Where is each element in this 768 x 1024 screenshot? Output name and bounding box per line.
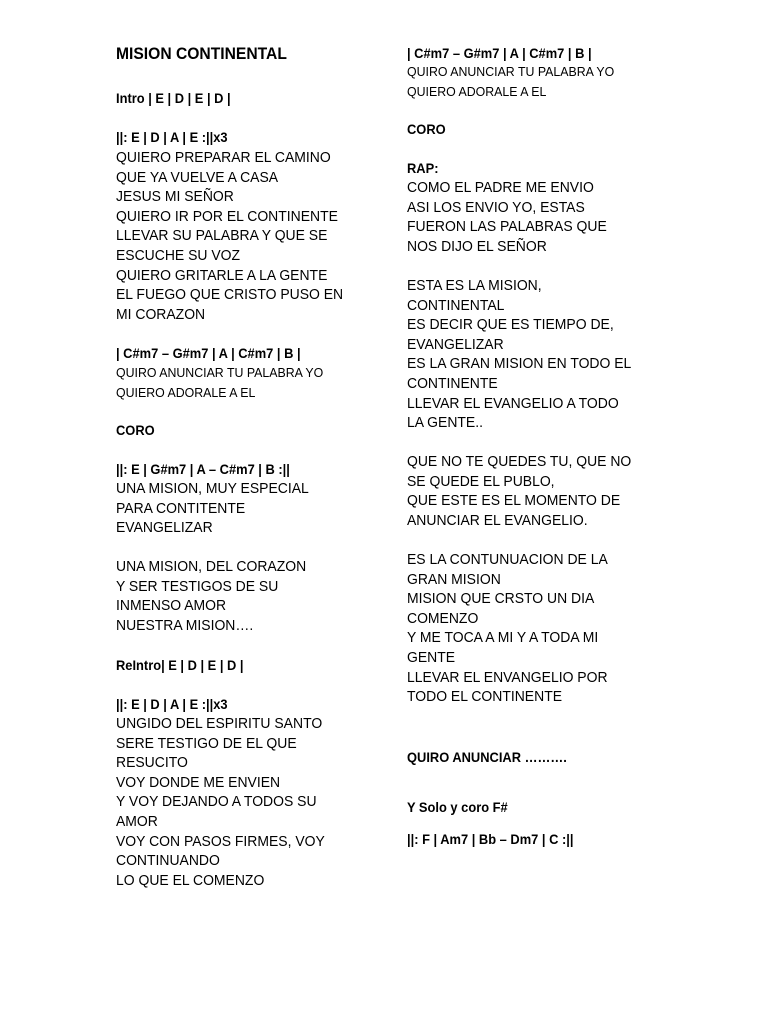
solo-heading: Y Solo y coro F# <box>407 799 508 815</box>
lyric-line: QUIRO ANUNCIAR TU PALABRA YO <box>116 365 324 380</box>
rap-lines-d <box>407 550 623 707</box>
lyric-line: LO QUE EL COMENZO <box>116 871 265 889</box>
lyric-line: Y VOY DEJANDO A TODOS SU <box>116 793 317 811</box>
coro-heading-right: CORO <box>407 121 446 137</box>
lyric-line: SERE TESTIGO DE EL QUE <box>116 734 297 752</box>
lyric-line: LLEVAR EL ENVANGELIO POR <box>407 668 608 686</box>
prechorus-chords-left: | C#m7 – G#m7 | A | C#m7 | B | <box>116 345 301 361</box>
lyric-line: ASI LOS ENVIO YO, ESTAS <box>407 198 585 216</box>
lyric-line: GENTE <box>407 648 456 666</box>
lyric-line: QUIERO ADORALE A EL <box>407 83 547 99</box>
lyric-line: QUIERO PREPARAR EL CAMINO <box>116 149 331 166</box>
solo-chords: ||: F | Am7 | Bb – Dm7 | C :|| <box>407 831 574 847</box>
lyric-line: UNA MISION, MUY ESPECIAL <box>116 480 309 497</box>
lyric-line: CONTINUANDO <box>116 852 220 870</box>
lyric-line: ES LA CONTUNUACION DE LA <box>407 551 608 568</box>
lyric-line: JESUS MI SEÑOR <box>116 188 234 206</box>
lyric-line: UNGIDO DEL ESPIRITU SANTO <box>116 715 323 732</box>
coro-heading-left: CORO <box>116 422 155 438</box>
lyric-line: NOS DIJO EL SEÑOR <box>407 237 547 255</box>
lyric-line: QUE YA VUELVE A CASA <box>116 168 279 186</box>
lyric-line: ANUNCIAR EL EVANGELIO. <box>407 511 588 529</box>
lyric-line: COMO EL PADRE ME ENVIO <box>407 179 594 196</box>
lyric-line: LLEVAR SU PALABRA Y QUE SE <box>116 227 328 245</box>
coro-lines-a <box>116 479 323 538</box>
lyric-line: CONTINENTAL <box>407 296 505 314</box>
verse-2 <box>116 714 341 890</box>
lyric-line: VOY DONDE ME ENVIEN <box>116 773 281 791</box>
lyric-line: ESCUCHE SU VOZ <box>116 246 241 264</box>
coro-lines-b <box>116 557 320 635</box>
prechorus-right <box>407 62 625 101</box>
lyric-line: LA GENTE.. <box>407 414 483 432</box>
lyric-line: ES LA GRAN MISION EN TODO EL <box>407 355 632 373</box>
lyric-line: LLEVAR EL EVANGELIO A TODO <box>407 394 619 412</box>
lyric-line: COMENZO <box>407 609 479 627</box>
song-title: MISION CONTINENTAL <box>116 44 287 63</box>
lyric-line: NUESTRA MISION…. <box>116 616 254 634</box>
lyric-line: MISION QUE CRSTO UN DIA <box>407 590 595 608</box>
lyric-line: FUERON LAS PALABRAS QUE <box>407 218 607 236</box>
lyric-line: QUIERO IR POR EL CONTINENTE <box>116 207 338 225</box>
lyric-line: AMOR <box>116 812 158 830</box>
rap-lines-a <box>407 178 622 256</box>
lyric-line: RESUCITO <box>116 754 188 772</box>
prechorus-left <box>116 363 334 402</box>
lyric-line: Y ME TOCA A MI Y A TODA MI <box>407 629 599 647</box>
rap-lines-b <box>407 276 648 433</box>
lyric-line: EL FUEGO QUE CRISTO PUSO EN <box>116 286 344 304</box>
riff-chords-2: ||: E | D | A | E :||x3 <box>116 696 228 712</box>
verse-1 <box>116 148 360 324</box>
lyric-line: ES DECIR QUE ES TIEMPO DE, <box>407 316 614 334</box>
lyric-line: SE QUEDE EL PUBLO, <box>407 472 555 490</box>
lyric-line: Y SER TESTIGOS DE SU <box>116 577 279 595</box>
lyric-line: QUIERO ADORALE A EL <box>116 384 256 400</box>
coro-chords: ||: E | G#m7 | A – C#m7 | B :|| <box>116 461 290 477</box>
rap-lines-c <box>407 452 648 530</box>
lyric-line: QUIERO GRITARLE A LA GENTE <box>116 266 328 284</box>
quiro-anunciar: QUIRO ANUNCIAR ………. <box>407 749 567 765</box>
lyric-line: ESTA ES LA MISION, <box>407 277 542 294</box>
lyric-line: PARA CONTITENTE <box>116 499 246 517</box>
rap-heading: RAP: <box>407 160 439 176</box>
lyric-line: QUIRO ANUNCIAR TU PALABRA YO <box>407 64 615 79</box>
prechorus-chords-right: | C#m7 – G#m7 | A | C#m7 | B | <box>407 45 592 61</box>
intro-chords: Intro | E | D | E | D | <box>116 90 231 106</box>
lyric-line: INMENSO AMOR <box>116 597 227 615</box>
lyric-line: CONTINENTE <box>407 374 498 392</box>
lyric-line: UNA MISION, DEL CORAZON <box>116 558 307 575</box>
lyric-line: EVANGELIZAR <box>116 519 213 537</box>
reintro-chords: ReIntro| E | D | E | D | <box>116 657 244 673</box>
lyric-line: QUE ESTE ES EL MOMENTO DE <box>407 492 621 510</box>
lyric-line: TODO EL CONTINENTE <box>407 688 563 706</box>
lyric-line: EVANGELIZAR <box>407 335 504 353</box>
lyric-line: MI CORAZON <box>116 305 206 323</box>
lyric-line: GRAN MISION <box>407 570 501 588</box>
lyric-line: QUE NO TE QUEDES TU, QUE NO <box>407 453 632 470</box>
lyric-line: VOY CON PASOS FIRMES, VOY <box>116 832 325 850</box>
riff-chords-1: ||: E | D | A | E :||x3 <box>116 129 228 145</box>
